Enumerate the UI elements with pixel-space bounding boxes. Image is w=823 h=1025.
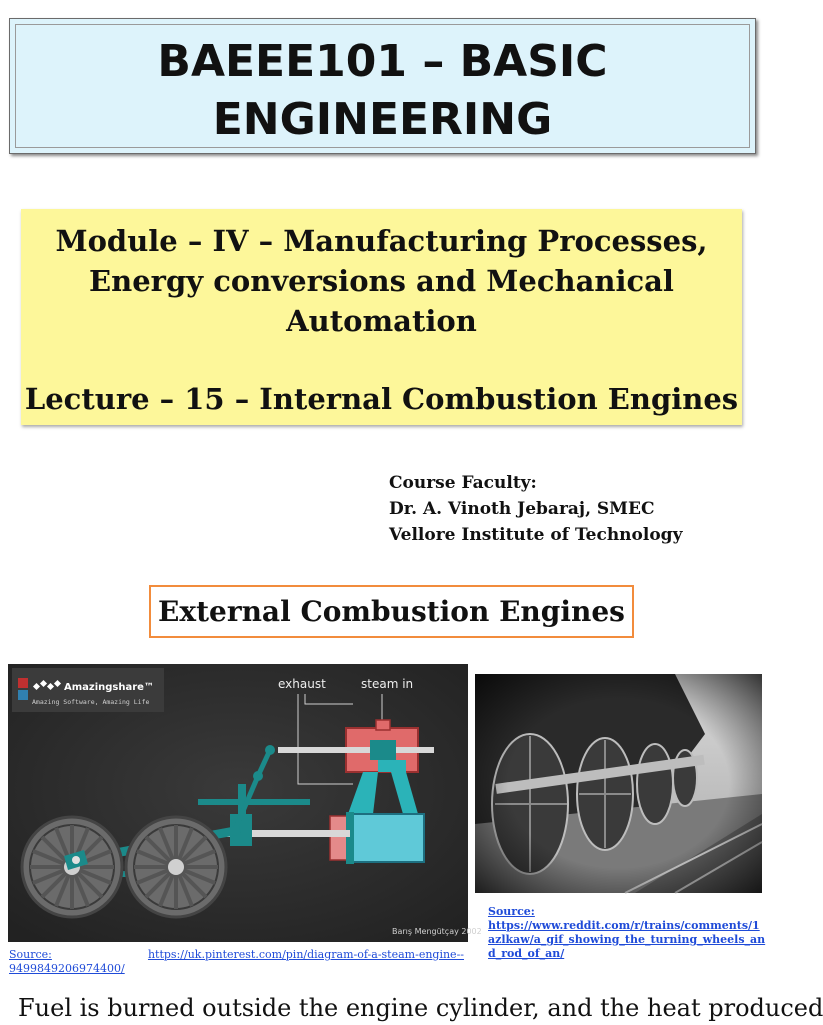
- body-text: Fuel is burned outside the engine cylinder, and the heat produced: [18, 994, 823, 1022]
- module-title: [21, 221, 742, 341]
- module-line-1: Module – IV – Manufacturing Processes,: [55, 224, 708, 258]
- title-box: [9, 18, 756, 154]
- source-right-label: Source:: [488, 905, 535, 918]
- slide-title: [10, 33, 755, 149]
- logo-text: Amazingshare™: [64, 682, 154, 693]
- module-line-2: Energy conversions and Mechanical: [89, 264, 674, 298]
- title-line-1: BAEEE101 – BASIC: [157, 36, 608, 87]
- faculty-institute: Vellore Institute of Technology: [389, 525, 683, 545]
- amazingshare-logo: [12, 668, 164, 712]
- module-line-3: Automation: [286, 304, 477, 338]
- source-left[interactable]: [9, 948, 464, 976]
- source-left-line-1: [9, 948, 464, 962]
- locomotive-photo: [475, 674, 762, 893]
- source-left-label: Source:: [9, 948, 52, 961]
- faculty-info: [389, 470, 682, 548]
- exhaust-label: exhaust: [278, 677, 326, 691]
- steam-engine-animation: [8, 664, 482, 942]
- faculty-label: Course Faculty:: [389, 473, 537, 493]
- faculty-name: Dr. A. Vinoth Jebaraj, SMEC: [389, 499, 655, 519]
- animation-credit: Barış Mengütçay 2002: [392, 927, 482, 936]
- locomotive-wheels-image: [475, 674, 762, 893]
- section-heading: External Combustion Engines: [158, 595, 625, 628]
- source-right[interactable]: [488, 905, 766, 961]
- drive-wheel-right: [126, 817, 226, 917]
- lecture-title: Lecture – 15 – Internal Combustion Engines: [24, 382, 739, 416]
- title-line-2: ENGINEERING: [212, 94, 553, 145]
- source-right-url-1[interactable]: https://www.reddit.com/r/trains/comments/1: [488, 919, 760, 932]
- source-left-url-1[interactable]: https://uk.pinterest.com/pin/diagram-of-a-steam-engine--: [147, 948, 464, 961]
- steam-in-label: steam in: [361, 677, 414, 691]
- source-right-url-2[interactable]: azlkaw/a_gif_showing_the_turning_wheels_an: [488, 933, 766, 946]
- module-box: [21, 209, 742, 425]
- logo-tagline: Amazing Software, Amazing Life: [32, 698, 150, 706]
- source-right-url-3[interactable]: d_rod_of_an/: [488, 947, 565, 960]
- steam-engine-diagram: [8, 664, 482, 942]
- section-heading-box: [149, 585, 634, 638]
- source-left-url-2[interactable]: 9499849206974400/: [9, 962, 125, 975]
